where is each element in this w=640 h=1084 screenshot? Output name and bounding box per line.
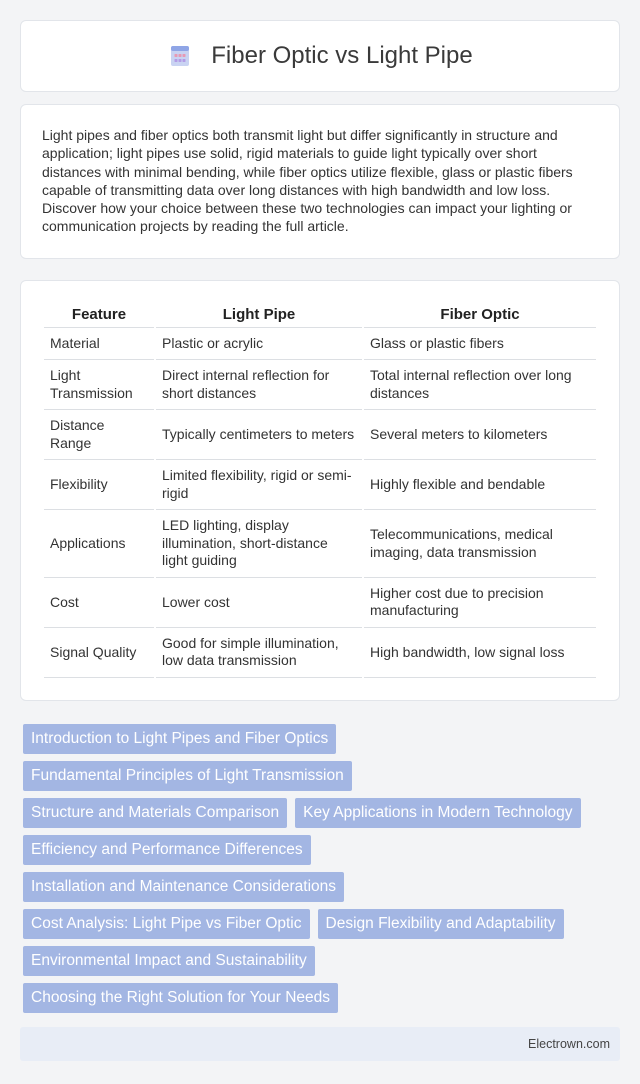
feature-cell: Applications — [44, 510, 154, 578]
table-row — [44, 360, 596, 410]
table-row — [44, 628, 596, 678]
topic-link-key-applications[interactable]: Key Applications in Modern Technology — [295, 798, 580, 828]
intro-text: Light pipes and fiber optics both transmit light but differ significantly in structure and application; light pipes use solid, rigid materials to guide light typically over short distances with minimal bending, while fiber optics utilize flexible, glass or plastic fibers capable of transmitting data over long distances with high bandwidth and low loss. Discover how your choice between these two technologies can impact your lighting or communication projects by reading the full article. — [42, 127, 573, 235]
column-header-light-pipe: Light Pipe — [156, 301, 362, 328]
book-icon — [167, 43, 193, 69]
topic-link-efficiency-performance[interactable]: Efficiency and Performance Differences — [23, 835, 311, 865]
intro-card — [20, 104, 620, 259]
feature-cell: Cost — [44, 578, 154, 628]
column-header-feature: Feature — [44, 301, 154, 328]
topic-list — [20, 724, 620, 1013]
feature-cell: Flexibility — [44, 460, 154, 510]
topic-link-fundamental-principles[interactable]: Fundamental Principles of Light Transmission — [23, 761, 352, 791]
topic-link-introduction[interactable]: Introduction to Light Pipes and Fiber Optics — [23, 724, 336, 754]
light-pipe-cell: LED lighting, display illumination, short-distance light guiding — [156, 510, 362, 578]
light-pipe-cell: Lower cost — [156, 578, 362, 628]
footer-site-name[interactable]: Electrown.com — [528, 1036, 610, 1051]
comparison-card — [20, 280, 620, 701]
fiber-optic-cell: Telecommunications, medical imaging, data transmission — [364, 510, 596, 578]
table-header-row — [44, 301, 596, 328]
feature-cell: Light Transmission — [44, 360, 154, 410]
topic-link-structure-materials[interactable]: Structure and Materials Comparison — [23, 798, 287, 828]
topic-link-environmental-impact[interactable]: Environmental Impact and Sustainability — [23, 946, 315, 976]
topic-link-installation-maintenance[interactable]: Installation and Maintenance Considerations — [23, 872, 344, 902]
topic-link-choosing-solution[interactable]: Choosing the Right Solution for Your Needs — [23, 983, 338, 1013]
fiber-optic-cell: Highly flexible and bendable — [364, 460, 596, 510]
column-header-fiber-optic: Fiber Optic — [364, 301, 596, 328]
fiber-optic-cell: Higher cost due to precision manufacturing — [364, 578, 596, 628]
footer — [20, 1027, 620, 1061]
topic-link-cost-analysis[interactable]: Cost Analysis: Light Pipe vs Fiber Optic — [23, 909, 310, 939]
page-title: Fiber Optic vs Light Pipe — [211, 42, 473, 69]
feature-cell: Signal Quality — [44, 628, 154, 678]
page-header — [20, 20, 620, 92]
light-pipe-cell: Limited flexibility, rigid or semi-rigid — [156, 460, 362, 510]
fiber-optic-cell: High bandwidth, low signal loss — [364, 628, 596, 678]
feature-cell: Distance Range — [44, 410, 154, 460]
table-row — [44, 460, 596, 510]
table-row — [44, 410, 596, 460]
light-pipe-cell: Typically centimeters to meters — [156, 410, 362, 460]
fiber-optic-cell: Glass or plastic fibers — [364, 328, 596, 361]
light-pipe-cell: Plastic or acrylic — [156, 328, 362, 361]
table-row — [44, 328, 596, 361]
comparison-table — [42, 301, 598, 678]
topic-link-design-flexibility[interactable]: Design Flexibility and Adaptability — [318, 909, 564, 939]
feature-cell: Material — [44, 328, 154, 361]
table-row — [44, 510, 596, 578]
light-pipe-cell: Good for simple illumination, low data transmission — [156, 628, 362, 678]
table-row — [44, 578, 596, 628]
light-pipe-cell: Direct internal reflection for short distances — [156, 360, 362, 410]
fiber-optic-cell: Total internal reflection over long distances — [364, 360, 596, 410]
fiber-optic-cell: Several meters to kilometers — [364, 410, 596, 460]
